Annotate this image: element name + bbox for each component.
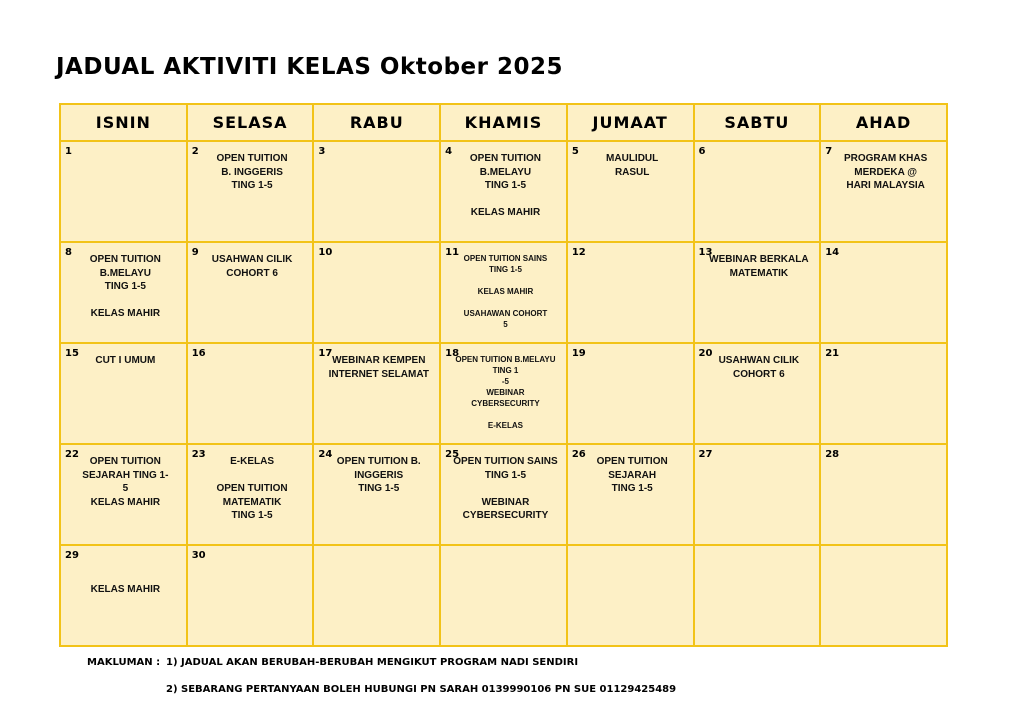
calendar-day-cell bbox=[313, 242, 440, 343]
day-activity-text: KELAS MAHIR bbox=[90, 584, 161, 595]
weekday-header: AHAD bbox=[820, 104, 947, 141]
calendar-day-cell bbox=[694, 141, 821, 242]
day-number: 4 bbox=[445, 146, 453, 157]
calendar-day-cell bbox=[820, 343, 947, 444]
calendar-day-cell bbox=[440, 444, 567, 545]
calendar-day-cell bbox=[60, 545, 187, 646]
page-title: JADUAL AKTIVITI KELAS Oktober 2025 bbox=[56, 54, 563, 80]
calendar-day-cell bbox=[694, 545, 821, 646]
day-number: 15 bbox=[65, 348, 79, 359]
day-number: 3 bbox=[318, 146, 326, 157]
day-activity-text: WEBINAR KEMPEN INTERNET SELAMAT bbox=[328, 355, 429, 380]
calendar-day-cell bbox=[60, 141, 187, 242]
calendar-day-cell bbox=[820, 444, 947, 545]
day-activity-text: OPEN TUITION B.MELAYU TING 1-5 KELAS MAHIR bbox=[469, 153, 542, 218]
calendar-day-cell bbox=[440, 545, 567, 646]
calendar-week-row bbox=[60, 343, 947, 444]
day-number: 19 bbox=[571, 348, 586, 359]
day-number: 13 bbox=[698, 247, 713, 258]
calendar-day-cell bbox=[567, 242, 694, 343]
day-activity-text: OPEN TUITION SEJARAH TING 1- 5 KELAS MAHIR bbox=[82, 456, 169, 508]
calendar-day-cell bbox=[60, 242, 187, 343]
day-number: 7 bbox=[825, 146, 833, 157]
day-number: 23 bbox=[191, 449, 206, 460]
day-activity-text: OPEN TUITION SAINS TING 1-5 KELAS MAHIR USAHAWAN COHORT 5 bbox=[463, 254, 548, 329]
day-activity-text: OPEN TUITION B.MELAYU TING 1-5 KELAS MAHIR bbox=[89, 254, 161, 319]
day-activity-text: E-KELAS OPEN TUITION MATEMATIK TING 1-5 bbox=[216, 456, 288, 521]
calendar-day-cell bbox=[187, 545, 314, 646]
calendar-day-cell bbox=[567, 343, 694, 444]
day-activity-text: OPEN TUITION SAINS TING 1-5 WEBINAR CYBERSECURITY bbox=[453, 456, 558, 521]
day-number: 25 bbox=[445, 449, 460, 460]
calendar-day-cell bbox=[313, 141, 440, 242]
calendar-day-cell bbox=[313, 343, 440, 444]
day-activity-text: CUT I UMUM bbox=[95, 355, 156, 366]
note-line-1: 1) JADUAL AKAN BERUBAH-BERUBAH MENGIKUT PROGRAM NADI SENDIRI bbox=[166, 657, 579, 668]
calendar-day-cell bbox=[313, 545, 440, 646]
calendar-day-cell bbox=[820, 141, 947, 242]
day-number: 27 bbox=[698, 449, 713, 460]
day-number: 14 bbox=[825, 247, 840, 258]
day-number: 9 bbox=[191, 247, 199, 258]
calendar-week-row bbox=[60, 545, 947, 646]
calendar-day-cell bbox=[187, 444, 314, 545]
note-line-2: 2) SEBARANG PERTANYAAN BOLEH HUBUNGI PN SARAH 0139990106 PN SUE 01129425489 bbox=[166, 684, 677, 695]
day-number: 20 bbox=[698, 348, 713, 359]
calendar-day-cell bbox=[440, 343, 567, 444]
calendar-day-cell bbox=[820, 545, 947, 646]
calendar-day-cell bbox=[694, 343, 821, 444]
weekday-header: ISNIN bbox=[60, 104, 187, 141]
weekday-header: JUMAAT bbox=[567, 104, 694, 141]
day-number: 29 bbox=[65, 550, 79, 561]
day-number: 28 bbox=[825, 449, 840, 460]
calendar-week-row bbox=[60, 242, 947, 343]
day-activity-text: WEBINAR BERKALA MATEMATIK bbox=[709, 254, 809, 279]
calendar-day-cell bbox=[313, 444, 440, 545]
calendar-week-row bbox=[60, 444, 947, 545]
day-number: 22 bbox=[65, 449, 79, 460]
day-activity-text: PROGRAM KHAS MERDEKA @ HARI MALAYSIA bbox=[843, 153, 928, 191]
day-number: 10 bbox=[318, 247, 333, 258]
day-activity-text: USAHWAN CILIK COHORT 6 bbox=[211, 254, 293, 279]
day-number: 30 bbox=[191, 550, 206, 561]
calendar-day-cell bbox=[440, 141, 567, 242]
calendar-day-cell bbox=[820, 242, 947, 343]
calendar-day-cell bbox=[694, 444, 821, 545]
calendar-day-cell bbox=[694, 242, 821, 343]
day-activity-text: OPEN TUITION SEJARAH TING 1-5 bbox=[596, 456, 668, 494]
day-number: 26 bbox=[571, 449, 586, 460]
day-activity-text: OPEN TUITION B.MELAYU TING 1 -5 WEBINAR CYBERSECURITY E-KELAS bbox=[455, 355, 556, 430]
day-number: 12 bbox=[571, 247, 586, 258]
day-activity-text: MAULIDUL RASUL bbox=[606, 153, 659, 178]
day-number: 8 bbox=[65, 247, 72, 258]
day-number: 2 bbox=[191, 146, 199, 157]
day-number: 21 bbox=[825, 348, 840, 359]
day-number: 5 bbox=[571, 146, 579, 157]
day-number: 16 bbox=[191, 348, 206, 359]
calendar-day-cell bbox=[567, 545, 694, 646]
calendar-day-cell bbox=[60, 444, 187, 545]
calendar-grid bbox=[59, 103, 948, 647]
day-activity-text: USAHWAN CILIK COHORT 6 bbox=[718, 355, 800, 380]
weekday-header: RABU bbox=[313, 104, 440, 141]
day-activity-text: OPEN TUITION B. INGGERIS TING 1-5 bbox=[216, 153, 288, 191]
weekday-header: KHAMIS bbox=[440, 104, 567, 141]
day-number: 1 bbox=[65, 146, 72, 157]
calendar-week-row bbox=[60, 141, 947, 242]
day-number: 18 bbox=[445, 348, 460, 359]
day-activity-text: OPEN TUITION B. INGGERIS TING 1-5 bbox=[336, 456, 421, 494]
day-number: 6 bbox=[698, 146, 706, 157]
weekday-header: SELASA bbox=[187, 104, 314, 141]
weekday-header-row bbox=[60, 104, 947, 141]
day-number: 24 bbox=[318, 449, 333, 460]
weekday-header: SABTU bbox=[694, 104, 821, 141]
calendar-day-cell bbox=[567, 444, 694, 545]
day-number: 11 bbox=[445, 247, 460, 258]
notes-label: MAKLUMAN : bbox=[87, 657, 161, 668]
calendar-day-cell bbox=[187, 343, 314, 444]
day-number: 17 bbox=[318, 348, 333, 359]
calendar-day-cell bbox=[187, 242, 314, 343]
calendar-day-cell bbox=[567, 141, 694, 242]
calendar-day-cell bbox=[187, 141, 314, 242]
calendar-day-cell bbox=[440, 242, 567, 343]
calendar-day-cell bbox=[60, 343, 187, 444]
